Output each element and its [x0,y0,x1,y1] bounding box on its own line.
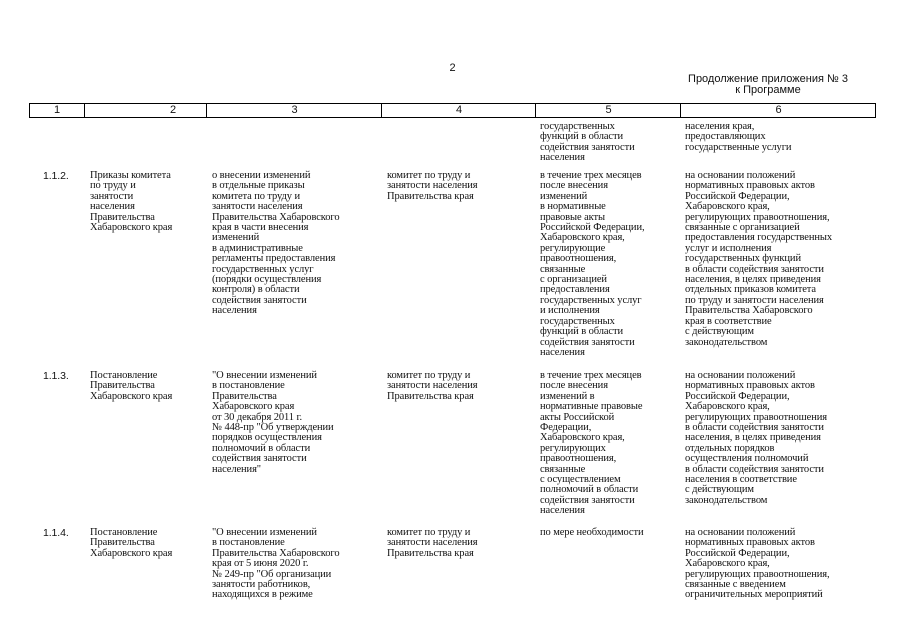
document-type: Приказы комитета по труду и занятости населения Правительства Хабаровского края [90,170,173,234]
executor: комитет по труду и занятости населения Правительства края [387,370,478,402]
basis: на основании положений нормативных правовых актов Российской Федерации, Хабаровского края, регулирующих правоотношения в области содействия занятости населения, в целях приведения отдельных порядков осуществления полномочий в области содействия занятости населения в соответствие с действующим законодательством [685,370,827,506]
annex-line-1: Продолжение приложения № 3 [688,73,848,85]
annex-caption [668,74,868,96]
carryover-term: государственных функций в области содействия занятости населения [540,121,635,164]
page-number: 2 [449,62,456,74]
table-header-row [29,103,876,118]
row-number: 1.1.4. [43,527,69,539]
header-col-2: 2 [84,104,261,117]
term: по мере необходимости [540,527,644,538]
term: в течение трех месяцев после внесения изменений в нормативные правовые акты Российской Федерации, Хабаровского края, регулирующих правоотношения, связанные с осуществлением полномочий в области содействия занятости населения [540,370,643,517]
carryover-basis: населения края, предоставляющих государственные услуги [685,121,792,153]
document-title: "О внесении изменений в постановление Правительства Хабаровского края от 5 июня 2020 г. № 249-пр "Об организации занятости работников, находящихся в режиме [212,527,340,601]
header-col-6: 6 [680,104,876,117]
document-type: Постановление Правительства Хабаровского края [90,370,173,402]
document-type: Постановление Правительства Хабаровского края [90,527,173,559]
term: в течение трех месяцев после внесения изменений в нормативные правовые акты Российской Федерации, Хабаровского края, регулирующие правоотношения, связанные с организацией предоставления государственных услуг и исполнения государственных функций в области содействия занятости населения [540,170,645,358]
basis: на основании положений нормативных правовых актов Российской Федерации, Хабаровского края, регулирующих правоотношения, связанные с организацией предоставления государственных услуг и исполнения государственных функций в области содействия занятости населения, в целях приведения отдельных приказов комитета по труду и занятости населения Правительства Хабаровского края в соответствие с действующим законодательством [685,170,832,348]
executor: комитет по труду и занятости населения Правительства края [387,170,478,202]
basis: на основании положений нормативных правовых актов Российской Федерации, Хабаровского края, регулирующих правоотношения, связанные с введением ограничительных мероприятий [685,527,830,601]
header-col-1: 1 [53,104,61,116]
header-col-4: 4 [381,104,536,117]
row-number: 1.1.2. [43,170,69,182]
header-col-5: 5 [535,104,681,117]
row-number: 1.1.3. [43,370,69,382]
document-title: "О внесении изменений в постановление Правительства Хабаровского края от 30 декабря 2011 г. № 448-пр "Об утверждении порядков осуществления полномочий в области содействия занятости населения" [212,370,334,475]
annex-line-2: к Программе [735,84,801,96]
header-col-3: 3 [206,104,382,117]
document-title: о внесении изменений в отдельные приказы комитета по труду и занятости населения Правительства Хабаровского края в части внесения изменений в административные регламенты предоставления государственных услуг (порядки осуществления контроля) в области содействия занятости населения [212,170,340,317]
executor: комитет по труду и занятости населения Правительства края [387,527,478,559]
